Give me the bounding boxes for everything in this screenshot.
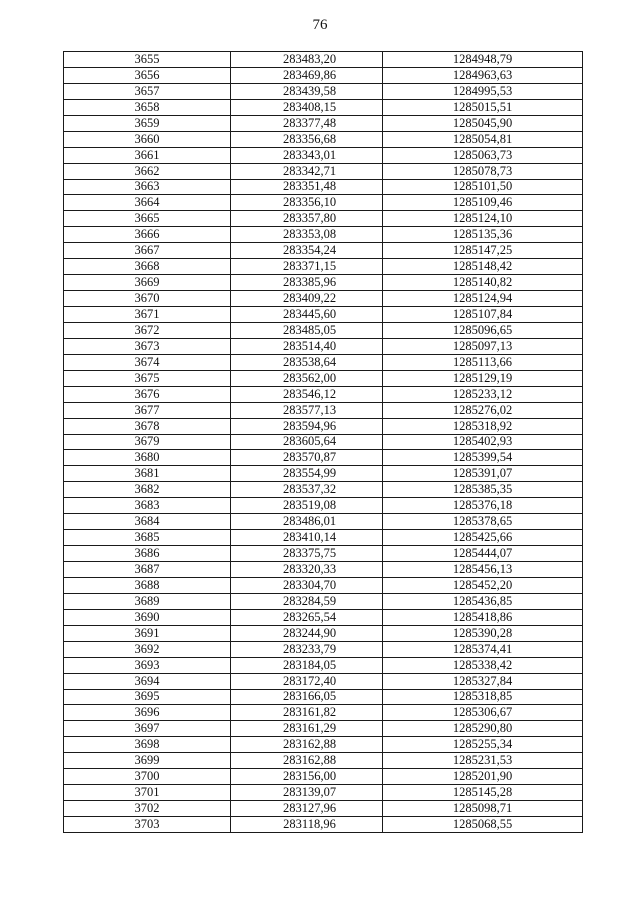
y-coordinate-cell: 1285276,02: [383, 402, 583, 418]
y-coordinate-cell: 1285444,07: [383, 546, 583, 562]
y-coordinate-cell: 1285290,80: [383, 721, 583, 737]
x-coordinate-cell: 283139,07: [231, 785, 383, 801]
point-number-cell: 3699: [64, 753, 231, 769]
point-number-cell: 3677: [64, 402, 231, 418]
x-coordinate-cell: 283162,88: [231, 737, 383, 753]
x-coordinate-cell: 283375,75: [231, 546, 383, 562]
table-row: [64, 163, 583, 179]
x-coordinate-cell: 283554,99: [231, 466, 383, 482]
table-row: [64, 307, 583, 323]
y-coordinate-cell: 1285145,28: [383, 785, 583, 801]
coordinates-table: [63, 51, 583, 833]
point-number-cell: 3693: [64, 657, 231, 673]
x-coordinate-cell: 283410,14: [231, 530, 383, 546]
point-number-cell: 3689: [64, 593, 231, 609]
point-number-cell: 3662: [64, 163, 231, 179]
table-row: [64, 195, 583, 211]
y-coordinate-cell: 1285231,53: [383, 753, 583, 769]
table-row: [64, 689, 583, 705]
x-coordinate-cell: 283233,79: [231, 641, 383, 657]
y-coordinate-cell: 1285054,81: [383, 131, 583, 147]
table-row: [64, 546, 583, 562]
table-row: [64, 450, 583, 466]
x-coordinate-cell: 283244,90: [231, 625, 383, 641]
y-coordinate-cell: 1285425,66: [383, 530, 583, 546]
point-number-cell: 3684: [64, 514, 231, 530]
x-coordinate-cell: 283605,64: [231, 434, 383, 450]
point-number-cell: 3695: [64, 689, 231, 705]
x-coordinate-cell: 283184,05: [231, 657, 383, 673]
y-coordinate-cell: 1285338,42: [383, 657, 583, 673]
x-coordinate-cell: 283320,33: [231, 562, 383, 578]
table-row: [64, 52, 583, 68]
table-row: [64, 211, 583, 227]
point-number-cell: 3682: [64, 482, 231, 498]
x-coordinate-cell: 283172,40: [231, 673, 383, 689]
table-row: [64, 514, 583, 530]
point-number-cell: 3685: [64, 530, 231, 546]
x-coordinate-cell: 283538,64: [231, 354, 383, 370]
table-row: [64, 115, 583, 131]
y-coordinate-cell: 1285078,73: [383, 163, 583, 179]
x-coordinate-cell: 283519,08: [231, 498, 383, 514]
point-number-cell: 3694: [64, 673, 231, 689]
table-row: [64, 434, 583, 450]
y-coordinate-cell: 1285452,20: [383, 577, 583, 593]
y-coordinate-cell: 1285109,46: [383, 195, 583, 211]
y-coordinate-cell: 1285129,19: [383, 370, 583, 386]
table-row: [64, 291, 583, 307]
y-coordinate-cell: 1285385,35: [383, 482, 583, 498]
x-coordinate-cell: 283445,60: [231, 307, 383, 323]
table-row: [64, 530, 583, 546]
table-row: [64, 370, 583, 386]
x-coordinate-cell: 283356,68: [231, 131, 383, 147]
x-coordinate-cell: 283284,59: [231, 593, 383, 609]
x-coordinate-cell: 283514,40: [231, 338, 383, 354]
y-coordinate-cell: 1285391,07: [383, 466, 583, 482]
point-number-cell: 3676: [64, 386, 231, 402]
x-coordinate-cell: 283594,96: [231, 418, 383, 434]
table-row: [64, 657, 583, 673]
y-coordinate-cell: 1285101,50: [383, 179, 583, 195]
y-coordinate-cell: 1285390,28: [383, 625, 583, 641]
table-row: [64, 259, 583, 275]
table-row: [64, 737, 583, 753]
table-row: [64, 243, 583, 259]
x-coordinate-cell: 283351,48: [231, 179, 383, 195]
x-coordinate-cell: 283377,48: [231, 115, 383, 131]
table-row: [64, 179, 583, 195]
y-coordinate-cell: 1285097,13: [383, 338, 583, 354]
y-coordinate-cell: 1285148,42: [383, 259, 583, 275]
x-coordinate-cell: 283486,01: [231, 514, 383, 530]
y-coordinate-cell: 1285107,84: [383, 307, 583, 323]
y-coordinate-cell: 1285306,67: [383, 705, 583, 721]
point-number-cell: 3692: [64, 641, 231, 657]
table-row: [64, 275, 583, 291]
point-number-cell: 3664: [64, 195, 231, 211]
y-coordinate-cell: 1284963,63: [383, 67, 583, 83]
y-coordinate-cell: 1285147,25: [383, 243, 583, 259]
point-number-cell: 3668: [64, 259, 231, 275]
x-coordinate-cell: 283265,54: [231, 609, 383, 625]
y-coordinate-cell: 1285318,92: [383, 418, 583, 434]
x-coordinate-cell: 283537,32: [231, 482, 383, 498]
x-coordinate-cell: 283409,22: [231, 291, 383, 307]
table-row: [64, 418, 583, 434]
table-row: [64, 609, 583, 625]
y-coordinate-cell: 1285255,34: [383, 737, 583, 753]
table-row: [64, 498, 583, 514]
table-row: [64, 402, 583, 418]
table-row: [64, 338, 583, 354]
x-coordinate-cell: 283156,00: [231, 769, 383, 785]
point-number-cell: 3657: [64, 83, 231, 99]
y-coordinate-cell: 1285374,41: [383, 641, 583, 657]
y-coordinate-cell: 1285399,54: [383, 450, 583, 466]
table-row: [64, 673, 583, 689]
y-coordinate-cell: 1285135,36: [383, 227, 583, 243]
x-coordinate-cell: 283408,15: [231, 99, 383, 115]
point-number-cell: 3656: [64, 67, 231, 83]
y-coordinate-cell: 1285402,93: [383, 434, 583, 450]
table-row: [64, 466, 583, 482]
y-coordinate-cell: 1285456,13: [383, 562, 583, 578]
point-number-cell: 3661: [64, 147, 231, 163]
y-coordinate-cell: 1285098,71: [383, 801, 583, 817]
table-row: [64, 131, 583, 147]
y-coordinate-cell: 1285096,65: [383, 322, 583, 338]
point-number-cell: 3683: [64, 498, 231, 514]
y-coordinate-cell: 1285045,90: [383, 115, 583, 131]
table-row: [64, 705, 583, 721]
y-coordinate-cell: 1285068,55: [383, 817, 583, 833]
y-coordinate-cell: 1285201,90: [383, 769, 583, 785]
y-coordinate-cell: 1285124,94: [383, 291, 583, 307]
x-coordinate-cell: 283356,10: [231, 195, 383, 211]
point-number-cell: 3690: [64, 609, 231, 625]
x-coordinate-cell: 283162,88: [231, 753, 383, 769]
table-row: [64, 593, 583, 609]
point-number-cell: 3702: [64, 801, 231, 817]
table-row: [64, 83, 583, 99]
y-coordinate-cell: 1285418,86: [383, 609, 583, 625]
y-coordinate-cell: 1285063,73: [383, 147, 583, 163]
x-coordinate-cell: 283118,96: [231, 817, 383, 833]
x-coordinate-cell: 283577,13: [231, 402, 383, 418]
point-number-cell: 3669: [64, 275, 231, 291]
x-coordinate-cell: 283161,29: [231, 721, 383, 737]
table-row: [64, 562, 583, 578]
y-coordinate-cell: 1285378,65: [383, 514, 583, 530]
point-number-cell: 3675: [64, 370, 231, 386]
point-number-cell: 3688: [64, 577, 231, 593]
point-number-cell: 3673: [64, 338, 231, 354]
point-number-cell: 3687: [64, 562, 231, 578]
point-number-cell: 3703: [64, 817, 231, 833]
point-number-cell: 3679: [64, 434, 231, 450]
y-coordinate-cell: 1284948,79: [383, 52, 583, 68]
point-number-cell: 3701: [64, 785, 231, 801]
x-coordinate-cell: 283371,15: [231, 259, 383, 275]
point-number-cell: 3678: [64, 418, 231, 434]
point-number-cell: 3700: [64, 769, 231, 785]
point-number-cell: 3698: [64, 737, 231, 753]
x-coordinate-cell: 283354,24: [231, 243, 383, 259]
point-number-cell: 3681: [64, 466, 231, 482]
y-coordinate-cell: 1285015,51: [383, 99, 583, 115]
page-number: 76: [312, 17, 328, 33]
x-coordinate-cell: 283343,01: [231, 147, 383, 163]
table-row: [64, 753, 583, 769]
x-coordinate-cell: 283353,08: [231, 227, 383, 243]
y-coordinate-cell: 1285233,12: [383, 386, 583, 402]
point-number-cell: 3691: [64, 625, 231, 641]
x-coordinate-cell: 283161,82: [231, 705, 383, 721]
x-coordinate-cell: 283342,71: [231, 163, 383, 179]
x-coordinate-cell: 283485,05: [231, 322, 383, 338]
x-coordinate-cell: 283304,70: [231, 577, 383, 593]
x-coordinate-cell: 283546,12: [231, 386, 383, 402]
point-number-cell: 3680: [64, 450, 231, 466]
table-row: [64, 577, 583, 593]
point-number-cell: 3660: [64, 131, 231, 147]
table-row: [64, 801, 583, 817]
point-number-cell: 3663: [64, 179, 231, 195]
y-coordinate-cell: 1285140,82: [383, 275, 583, 291]
table-row: [64, 99, 583, 115]
x-coordinate-cell: 283385,96: [231, 275, 383, 291]
point-number-cell: 3659: [64, 115, 231, 131]
point-number-cell: 3674: [64, 354, 231, 370]
point-number-cell: 3667: [64, 243, 231, 259]
table-row: [64, 625, 583, 641]
y-coordinate-cell: 1284995,53: [383, 83, 583, 99]
x-coordinate-cell: 283127,96: [231, 801, 383, 817]
y-coordinate-cell: 1285376,18: [383, 498, 583, 514]
point-number-cell: 3686: [64, 546, 231, 562]
table-row: [64, 67, 583, 83]
x-coordinate-cell: 283357,80: [231, 211, 383, 227]
table-row: [64, 322, 583, 338]
table-row: [64, 641, 583, 657]
point-number-cell: 3666: [64, 227, 231, 243]
x-coordinate-cell: 283570,87: [231, 450, 383, 466]
y-coordinate-cell: 1285113,66: [383, 354, 583, 370]
y-coordinate-cell: 1285436,85: [383, 593, 583, 609]
table-row: [64, 482, 583, 498]
table-row: [64, 386, 583, 402]
y-coordinate-cell: 1285124,10: [383, 211, 583, 227]
point-number-cell: 3655: [64, 52, 231, 68]
table-row: [64, 147, 583, 163]
table-row: [64, 817, 583, 833]
point-number-cell: 3696: [64, 705, 231, 721]
point-number-cell: 3670: [64, 291, 231, 307]
y-coordinate-cell: 1285318,85: [383, 689, 583, 705]
point-number-cell: 3658: [64, 99, 231, 115]
coordinates-table-body: [64, 52, 583, 833]
y-coordinate-cell: 1285327,84: [383, 673, 583, 689]
point-number-cell: 3671: [64, 307, 231, 323]
point-number-cell: 3697: [64, 721, 231, 737]
point-number-cell: 3665: [64, 211, 231, 227]
table-row: [64, 227, 583, 243]
x-coordinate-cell: 283483,20: [231, 52, 383, 68]
x-coordinate-cell: 283166,05: [231, 689, 383, 705]
x-coordinate-cell: 283439,58: [231, 83, 383, 99]
table-row: [64, 785, 583, 801]
point-number-cell: 3672: [64, 322, 231, 338]
x-coordinate-cell: 283469,86: [231, 67, 383, 83]
table-row: [64, 769, 583, 785]
x-coordinate-cell: 283562,00: [231, 370, 383, 386]
table-row: [64, 354, 583, 370]
table-row: [64, 721, 583, 737]
